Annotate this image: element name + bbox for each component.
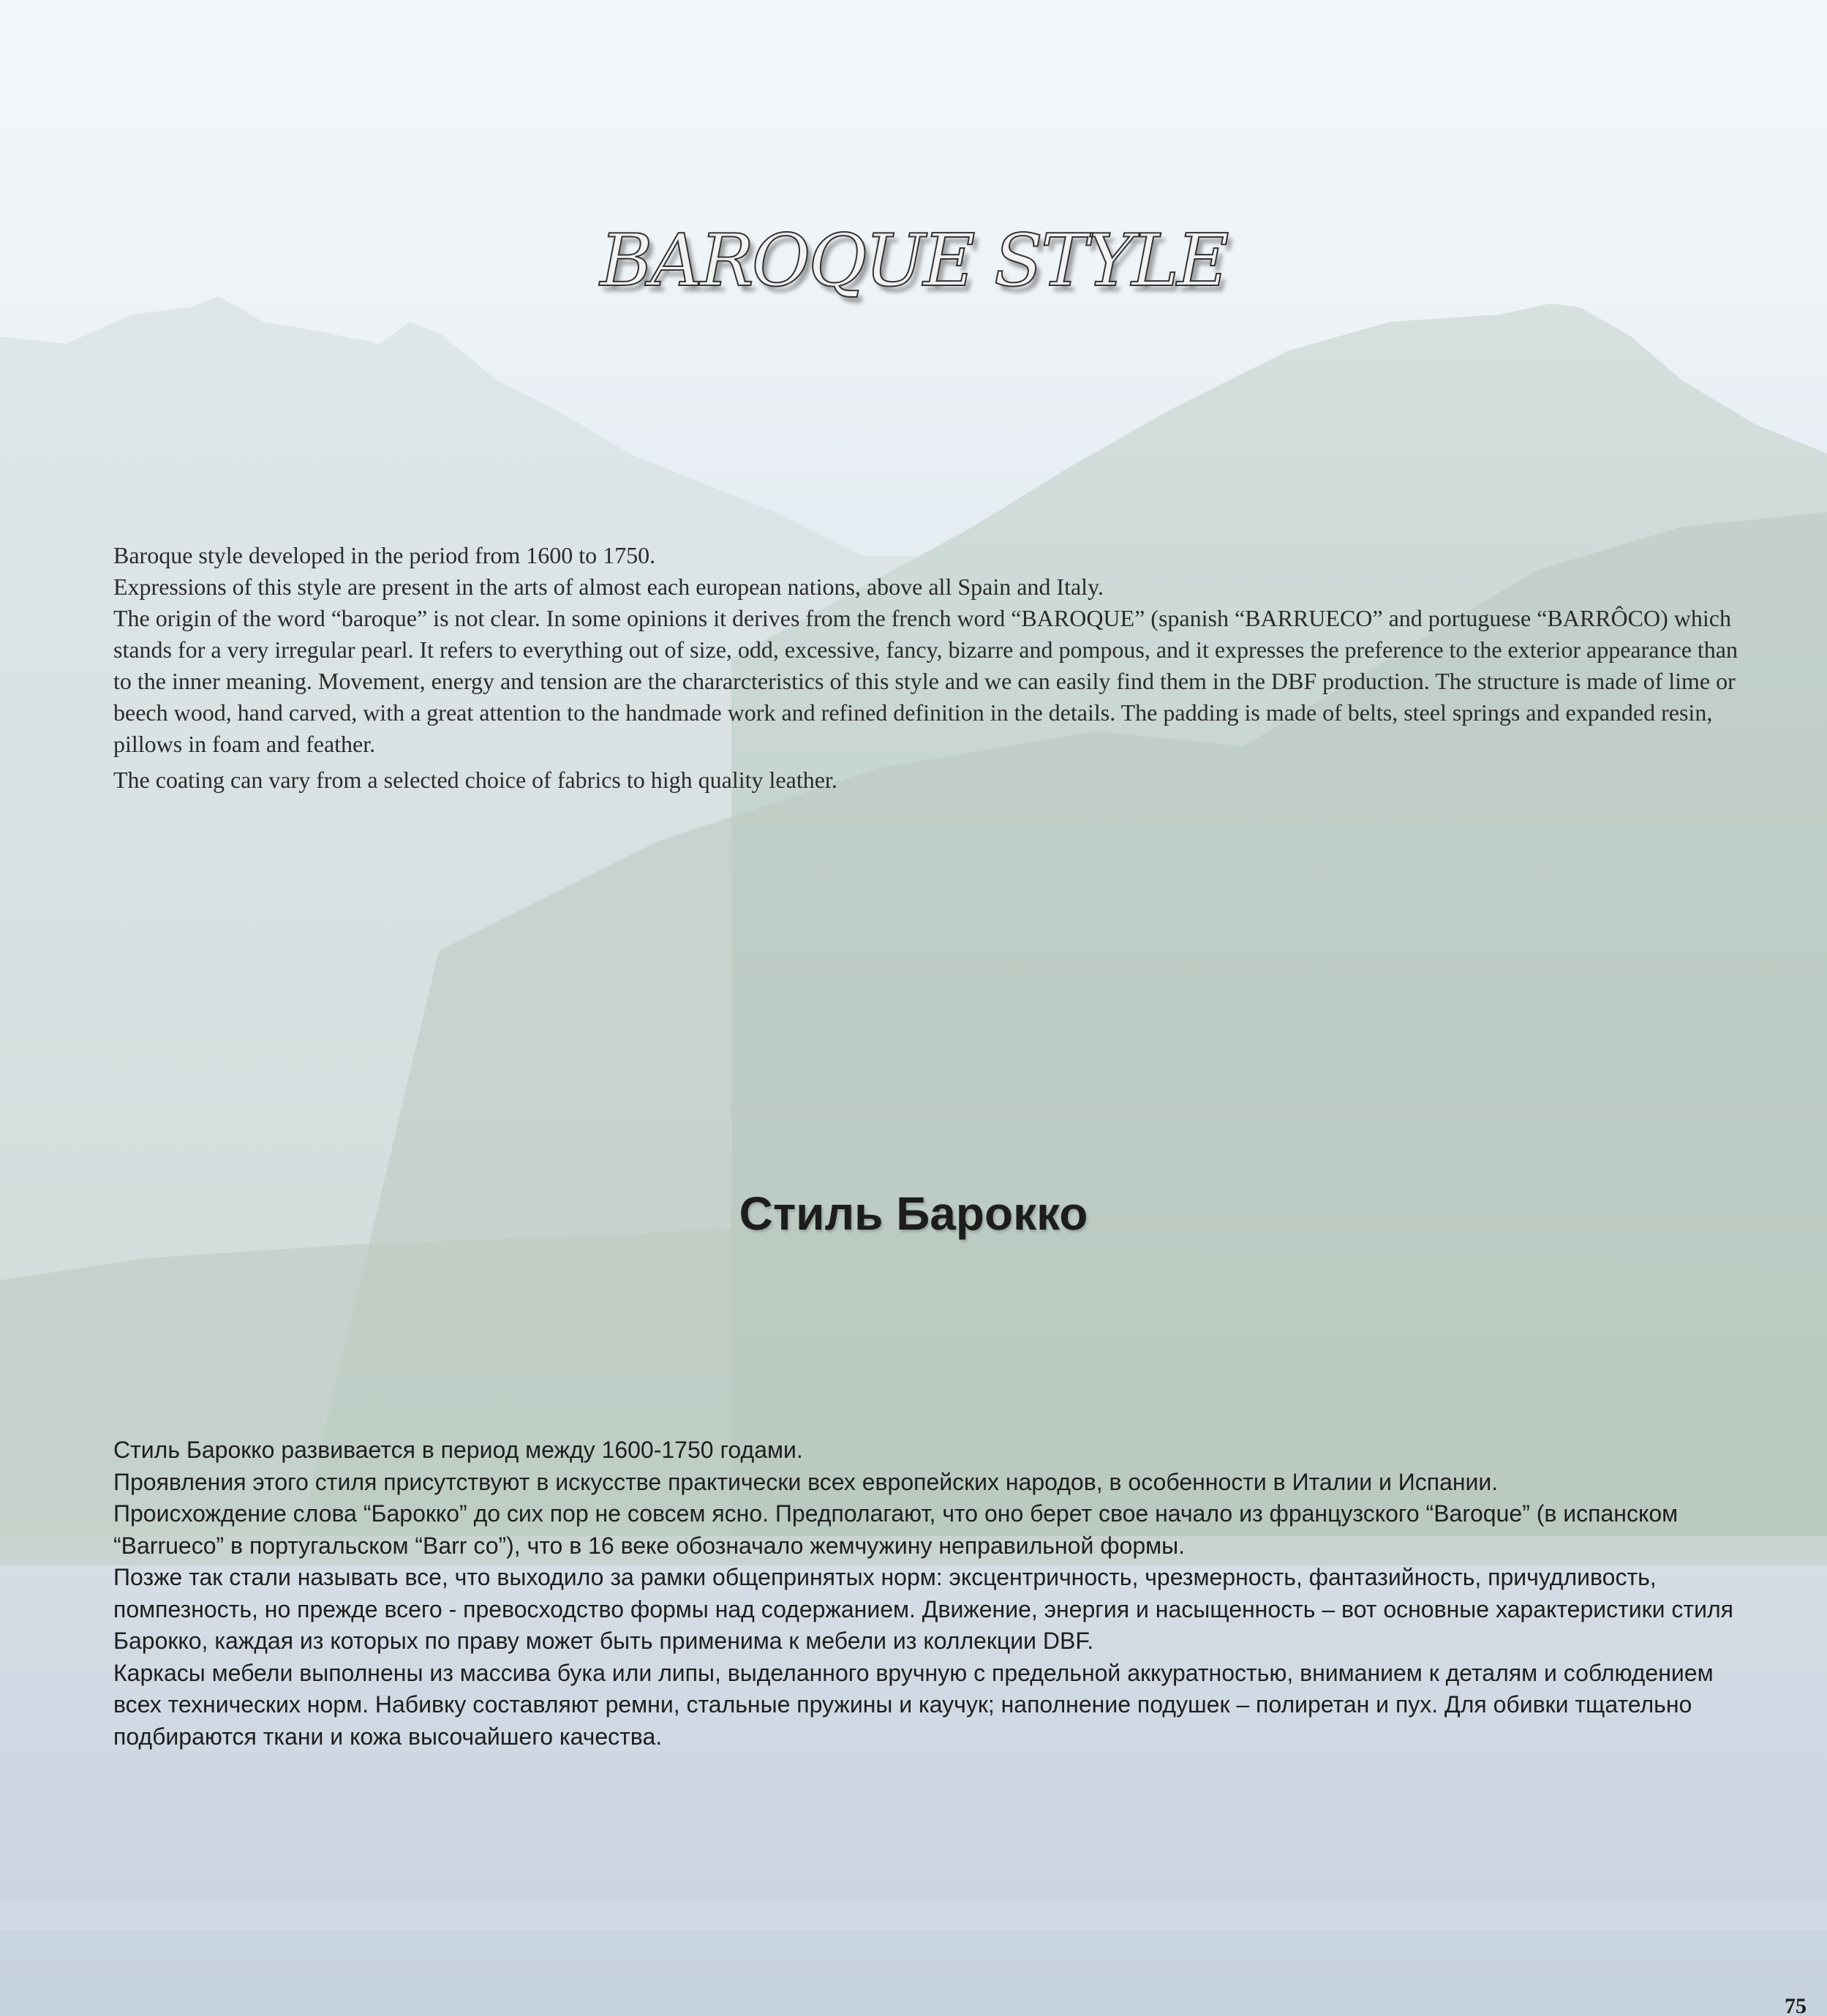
body-text-ru [113, 1434, 1752, 1753]
paragraph-en-3: The origin of the word “baroque” is not clear. In some opinions it derives from the french word “BAROQUE” (spanish “BARRUECO” and portuguese “BARRÔCO) which stands for a very irregular pearl. It refers to everything out of size, odd, excessive, fancy, bizarre and pompous, and it expresses the preference to the exterior appearance than to the inner meaning. Movement, energy and tension are the chararcteristics of this style and we can easily find them in the DBF production. The structure is made of lime or beech wood, hand carved, with a great attention to the handmade work and refined definition in the details. The padding is made of belts, steel springs and expanded resin, pillows in foam and feather. [113, 605, 1738, 757]
paragraph-en-1: Baroque style developed in the period from 1600 to 1750. [113, 542, 656, 568]
paragraph-ru-5: Каркасы мебели выполнены из массива бука или липы, выделанного вручную с предельной аккуратностью, вниманием к деталям и соблюдением всех технических норм. Набивку составляют ремни, стальные пружины и каучук; наполнение подушек – полиретан и пух. Для обивки тщательно подбираются ткани и кожа высочайшего качества. [113, 1659, 1714, 1750]
paragraph-ru-3: Происхождение слова “Барокко” до сих пор не совсем ясно. Предполагают, что оно берет свое начало из французского “Baroque” (в испанском “Barrueco” в португальском “Barr со”), что в 16 веке обозначало жемчужину неправильной формы. [113, 1500, 1679, 1559]
paragraph-ru-1: Стиль Барокко развивается в период между 1600-1750 годами. [113, 1437, 803, 1463]
title-en: BAROQUE STYLE [600, 219, 1227, 303]
body-text-en [113, 540, 1752, 796]
page-number: 75 [1785, 1994, 1807, 2016]
title-ru: Стиль Барокко [739, 1187, 1088, 1240]
paragraph-ru-4: Позже так стали называть все, что выходило за рамки общепринятых норм: эксцентричность, чрезмерность, фантазийность, причудливость, помпезность, но прежде всего - превосходство формы над содержанием. Движение, энергия и насыщенность – вот основные характеристики стиля Барокко, каждая из которых по праву может быть применима к мебели из коллекции DBF. [113, 1564, 1733, 1654]
paragraph-en-4: The coating can vary from a selected choice of fabrics to high quality leather. [113, 767, 837, 793]
paragraph-ru-2: Проявления этого стиля присутствуют в искусстве практически всех европейских народов, в особенности в Италии и Испании. [113, 1468, 1499, 1495]
paragraph-en-2: Expressions of this style are present in the arts of almost each european nations, above all Spain and Italy. [113, 573, 1104, 600]
